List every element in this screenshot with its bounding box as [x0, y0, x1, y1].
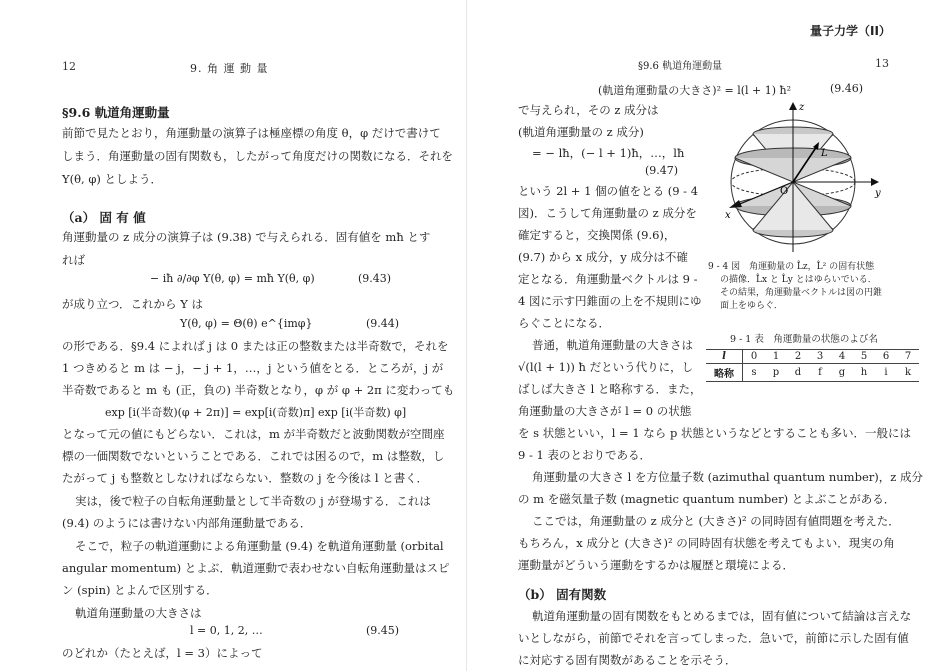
equation-number-9-43: (9.43): [358, 272, 392, 285]
paragraph-line: 角運動量の z 成分の演算子は (9.38) で与えられる．固有値を mħ とす: [62, 230, 431, 244]
table-cell: h: [853, 364, 875, 382]
axis-x-label: x: [725, 210, 731, 221]
paragraph-line: √(l(l + 1)) ħ だという代りに，し: [518, 360, 694, 374]
table-cell: 0: [743, 350, 766, 364]
paragraph-line: もちろん，x 成分と (大きさ)² の同時固有状態を考えてもよい．現実の角: [518, 536, 895, 550]
table-cell: f: [809, 364, 831, 382]
figure-caption: 9 - 4 図 角運動量の L̂z，L̂² の固有状態: [708, 262, 875, 272]
figure-caption: その結果，角運動量ベクトルは図の円錐: [720, 288, 883, 298]
table-cell: k: [897, 364, 919, 382]
page-number-left: 12: [62, 60, 76, 73]
paragraph-line: そこで，粒子の軌道運動による角運動量 (9.4) を軌道角運動量 (orbital: [75, 539, 444, 553]
paragraph-line: となって元の値にもどらない．これは，m が半奇数だと波動関数が空間座: [62, 427, 445, 441]
equation-9-44: Y(θ, φ) = Θ(θ) e^{imφ}: [180, 317, 313, 330]
paragraph-line: 普通，軌道角運動量の大きさは: [532, 338, 693, 352]
chapter-header-right: §9.6 軌道角運動量: [638, 61, 723, 72]
table-cell: s: [743, 364, 766, 382]
paragraph-line: 定となる．角運動量ベクトルは 9 -: [518, 272, 698, 286]
origin-label: O: [780, 186, 789, 197]
paragraph-line: = − lħ，(− l + 1)ħ，…，lħ: [532, 146, 685, 160]
paragraph-line: 標の一価関数でないということである．これでは困るので，m は整数，し: [62, 449, 445, 463]
state-names-table: [706, 349, 919, 382]
paragraph-line: しまう．角運動量の固有関数も，したがって角度だけの関数になる．それを: [62, 149, 453, 163]
paragraph-line: れば: [62, 253, 85, 267]
x-arrow: [729, 200, 742, 208]
page-number-right: 13: [875, 57, 889, 70]
table-header-cell: l: [706, 350, 743, 364]
equation-9-45: l = 0, 1, 2, …: [190, 624, 263, 637]
equation-9-43: − iħ ∂/∂φ Y(θ, φ) = mħ Y(θ, φ): [150, 272, 315, 285]
axis-z-label: z: [799, 102, 805, 113]
paragraph-line: 角運動量の大きさ l を方位量子数 (azimuthal quantum number)，z 成分: [532, 470, 923, 484]
paragraph-line: 軌道角運動量の大きさは: [75, 606, 202, 620]
subsection-title-a: （a） 固 有 値: [62, 210, 146, 225]
paragraph-line: Y(θ, φ) としよう．: [62, 172, 163, 186]
subsection-title-b: （b） 固有関数: [518, 587, 607, 602]
table-cell: 2: [787, 350, 809, 364]
paragraph-line: いとしながら，前節でそれを言ってしまった．急いで，前節に示した固有値: [518, 631, 909, 645]
table-caption: 9 - 1 表 角運動量の状態のよび名: [730, 334, 878, 345]
paragraph-line: 4 図に示す円錐面の上を不規則にゆ: [518, 294, 702, 308]
table-cell: 5: [853, 350, 875, 364]
paragraph-line: らぐことになる．: [518, 316, 610, 330]
paragraph-line: ここでは，角運動量の z 成分と (大きさ)² の同時固有値問題を考えた．: [532, 514, 900, 528]
equation-number-9-47: (9.47): [645, 164, 679, 177]
paragraph-line: 確定すると，交換関係 (9.6)，: [518, 228, 676, 242]
y-arrow: [871, 178, 879, 186]
paragraph-line: のどれか（たとえば，l = 3）によって: [62, 646, 263, 660]
chapter-header-left: 9. 角 運 動 量: [190, 62, 269, 75]
vector-L-label: L: [821, 148, 828, 159]
right-page: [470, 0, 945, 671]
table-cell: 6: [875, 350, 897, 364]
table-row: [706, 350, 919, 364]
table-row: [706, 364, 919, 382]
equation-number-9-44: (9.44): [366, 317, 400, 330]
equation-number-9-46: (9.46): [830, 82, 864, 95]
left-page: [0, 0, 470, 671]
z-arrow: [789, 102, 797, 110]
table-cell: 1: [765, 350, 787, 364]
paragraph-line: 図)．こうして角運動量の z 成分を: [518, 206, 697, 220]
paragraph-line: に対応する固有関数があることを示そう．: [518, 653, 737, 667]
paragraph-line: が成り立つ．これから Y は: [62, 297, 203, 311]
paragraph-line: 運動量がどういう運動をするかは履歴と環境による．: [518, 558, 794, 572]
paragraph-line: ン (spin) とよんで区別する．: [62, 583, 218, 597]
table-cell: g: [831, 364, 853, 382]
paragraph-line: 前節で見たとおり，角運動量の演算子は極座標の角度 θ，φ だけで書けて: [62, 126, 441, 140]
table-cell: p: [765, 364, 787, 382]
paragraph-line: 角運動量の大きさが l = 0 の状態: [518, 404, 692, 418]
paragraph-line: 軌道角運動量の固有関数をもとめるまでは，固有値について結論は言えな: [532, 609, 912, 623]
paragraph-line: 実は，後で粒子の自転角運動量として半奇数の j が登場する．これは: [75, 494, 431, 508]
paragraph-line: 9 - 1 表のとおりである．: [518, 448, 651, 462]
table-cell: 4: [831, 350, 853, 364]
table-cell: 7: [897, 350, 919, 364]
paragraph-line: ばしば大きさ l と略称する．また，: [518, 382, 702, 396]
section-title: §9.6 軌道角運動量: [62, 105, 170, 120]
paragraph-line: を s 状態といい，l = 1 なら p 状態というなどとすることも多い．一般には: [518, 426, 911, 440]
running-head: 量子力学（II）: [810, 24, 891, 38]
figure-caption: の描像．L̂x と L̂y とはゆらいでいる．: [720, 275, 877, 285]
paragraph-line: angular momentum) とよぶ．軌道運動で表わせない自転角運動量はスピ: [62, 561, 450, 575]
page-gutter: [466, 0, 467, 671]
figure-cone-sphere: [725, 100, 885, 258]
paragraph-line: 1 つきめると m は − j，− j + 1，…，j という値をとる．ところが，j が: [62, 361, 444, 375]
equation-9-46: (軌道角運動量の大きさ)² = l(l + 1) ħ²: [598, 84, 792, 97]
table-header-cell: 略称: [706, 364, 743, 382]
paragraph-line: たがって j も整数としなければならない．整数の j を今後は l と書く．: [62, 471, 429, 485]
table-cell: d: [787, 364, 809, 382]
table-cell: 3: [809, 350, 831, 364]
figure-caption: 面上をゆらぐ．: [720, 301, 783, 311]
paragraph-line: (軌道角運動量の z 成分): [518, 125, 644, 139]
paragraph-line: で与えられ，その z 成分は: [518, 103, 659, 117]
equation-exp: exp [i(半奇数)(φ + 2π)] = exp[i(奇数)π] exp [i(半奇数) φ]: [105, 406, 407, 419]
paragraph-line: の m を磁気量子数 (magnetic quantum number) とよぶことがある．: [518, 492, 896, 506]
paragraph-line: (9.4) のようには書けない内部角運動量である．: [62, 516, 312, 530]
paragraph-line: 半奇数であると m も (正，負の) 半奇数となり，φ が φ + 2π に変わっても: [62, 383, 455, 397]
table-cell: i: [875, 364, 897, 382]
paragraph-line: の形である．§9.4 によれば j は 0 または正の整数または半奇数で，それを: [62, 339, 449, 353]
axis-y-label: y: [875, 188, 881, 199]
paragraph-line: (9.7) から x 成分，y 成分は不確: [518, 250, 688, 264]
equation-number-9-45: (9.45): [366, 624, 400, 637]
paragraph-line: という 2l + 1 個の値をとる (9 - 4: [518, 184, 699, 198]
